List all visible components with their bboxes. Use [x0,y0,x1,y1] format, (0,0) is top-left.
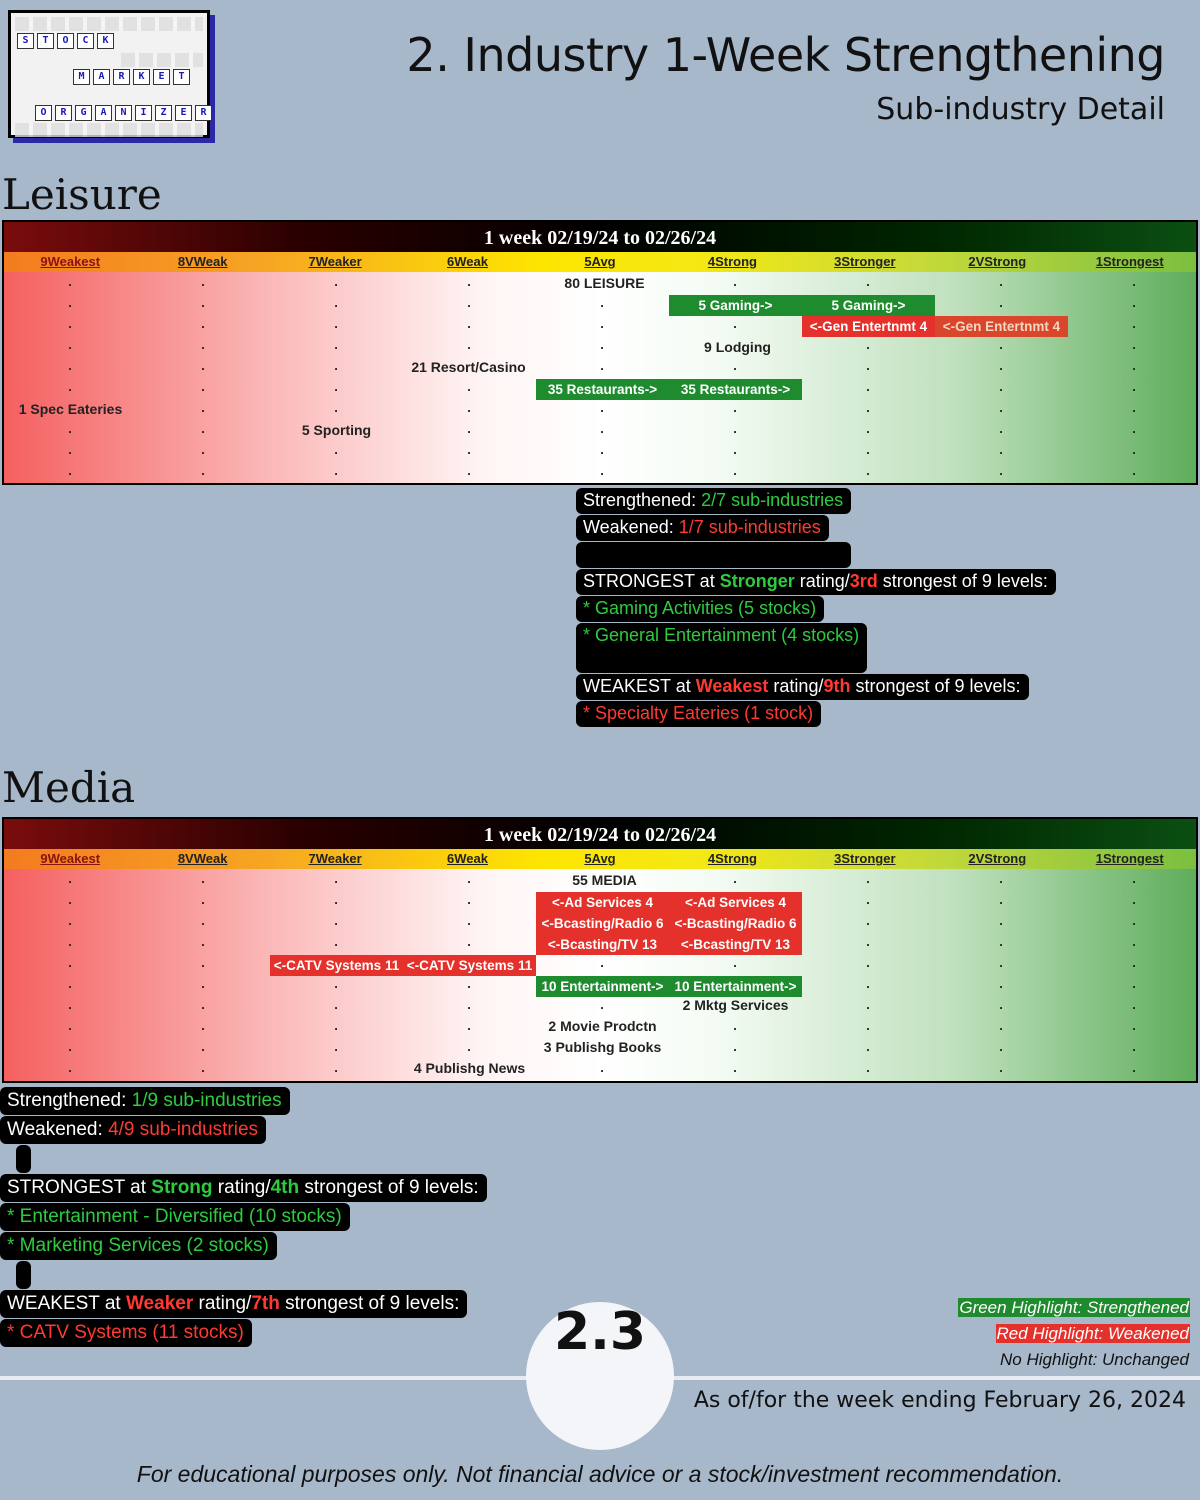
level-label: 9Weakest [40,254,101,269]
logo-letter: Z [155,105,172,121]
empty-cell-dot: . [467,463,471,478]
logo-letter: T [173,69,190,85]
summary-strongest-item: * General Entertainment (4 stocks) [576,623,867,673]
empty-cell-dot: . [1132,1018,1136,1033]
level-label: 2VStrong [968,254,1027,269]
rating-grid-media [2,817,1198,1083]
empty-cell-dot: . [733,1060,737,1075]
level-label: 7Weaker [308,254,362,269]
logo-letter: M [73,69,90,85]
empty-cell-dot: . [334,295,338,310]
empty-cell-dot: . [999,274,1003,289]
level-label: 5Avg [584,254,616,269]
empty-cell-dot: . [1132,379,1136,394]
sub-industry-weakened: <-CATV Systems 11 [403,955,536,976]
legend-weakened [996,1324,1190,1344]
empty-cell-dot: . [866,421,870,436]
level-label: 1Strongest [1095,851,1164,866]
empty-cell-dot: . [600,955,604,970]
empty-cell-dot: . [733,400,737,415]
empty-cell-dot: . [467,913,471,928]
empty-cell-dot: . [68,421,72,436]
empty-cell-dot: . [334,442,338,457]
empty-cell-dot: . [467,997,471,1012]
empty-cell-dot: . [68,892,72,907]
empty-cell-dot: . [334,1018,338,1033]
logo-word-organizer [35,105,212,121]
empty-cell-dot: . [467,274,471,289]
sub-industry-label: 1 Spec Eateries [18,401,123,417]
section-heading-media: Media [2,763,136,812]
empty-cell-dot: . [733,1018,737,1033]
empty-cell-dot: . [201,400,205,415]
level-label: 4Strong [707,254,757,269]
level-label: 8VWeak [177,254,228,269]
empty-cell-dot: . [1132,442,1136,457]
empty-cell-dot: . [68,379,72,394]
empty-cell-dot: . [68,316,72,331]
empty-cell-dot: . [733,463,737,478]
logo-letter: R [55,105,72,121]
logo-word-market [73,69,190,85]
empty-cell-dot: . [201,976,205,991]
empty-cell-dot: . [467,976,471,991]
logo-letter: O [35,105,52,121]
empty-cell-dot: . [733,1039,737,1054]
empty-cell-dot: . [1132,1039,1136,1054]
sub-industry-strengthened: 35 Restaurants-> [669,379,802,400]
logo-filler-row [121,53,203,67]
summary-spacer [16,1145,31,1173]
empty-cell-dot: . [68,955,72,970]
empty-cell-dot: . [201,1060,205,1075]
legend-strengthened [958,1298,1190,1318]
page-title: 2. Industry 1-Week Strengthening [406,28,1165,82]
empty-cell-dot: . [334,976,338,991]
summary-weakest-heading: WEAKEST at Weakest rating/9th strongest of 9 levels: [576,674,1029,700]
empty-cell-dot: . [334,1039,338,1054]
empty-cell-dot: . [467,337,471,352]
logo-letter: K [97,33,114,49]
sub-industry-strengthened: 5 Gaming-> [802,295,935,316]
summary-spacer [16,1261,31,1289]
logo-letter: T [37,33,54,49]
empty-cell-dot: . [201,421,205,436]
empty-cell-dot: . [866,997,870,1012]
summary-strongest-item: * Entertainment - Diversified (10 stocks) [0,1203,350,1231]
empty-cell-dot: . [201,295,205,310]
grid-level-header [4,252,1196,272]
summary-weakest-item: * CATV Systems (11 stocks) [0,1319,252,1347]
logo-letter: O [57,33,74,49]
empty-cell-dot: . [467,892,471,907]
empty-cell-dot: . [1132,1060,1136,1075]
industry-label: 80 LEISURE [564,275,645,291]
level-label: 6Weak [447,851,489,866]
logo-filler-row [15,17,203,31]
legend-none-text: No Highlight: Unchanged [999,1350,1189,1369]
empty-cell-dot: . [68,871,72,886]
empty-cell-dot: . [733,274,737,289]
empty-cell-dot: . [68,1060,72,1075]
empty-cell-dot: . [1132,274,1136,289]
grid-level-header [4,849,1196,869]
empty-cell-dot: . [999,934,1003,949]
empty-cell-dot: . [334,358,338,373]
summary-strongest-item: * Marketing Services (2 stocks) [0,1232,277,1260]
empty-cell-dot: . [68,274,72,289]
empty-cell-dot: . [600,400,604,415]
empty-cell-dot: . [999,421,1003,436]
empty-cell-dot: . [600,295,604,310]
empty-cell-dot: . [999,358,1003,373]
empty-cell-dot: . [866,976,870,991]
summary-strengthened: Strengthened: 1/9 sub-industries [0,1087,290,1115]
empty-cell-dot: . [600,997,604,1012]
logo-letter: R [113,69,130,85]
summary-strongest-heading: STRONGEST at Strong rating/4th strongest of 9 levels: [0,1174,487,1202]
level-label: 3Stronger [834,254,896,269]
empty-cell-dot: . [999,337,1003,352]
sub-industry-weakened: <-Bcasting/TV 13 [669,934,802,955]
summary-weakest-heading: WEAKEST at Weaker rating/7th strongest of 9 levels: [0,1290,467,1318]
rating-grid-leisure [2,220,1198,485]
grid-body [4,869,1196,1081]
empty-cell-dot: . [334,337,338,352]
level-label: 4Strong [707,851,757,866]
empty-cell-dot: . [467,442,471,457]
level-label: 8VWeak [177,851,228,866]
sub-industry-weakened: <-Ad Services 4 [669,892,802,913]
empty-cell-dot: . [733,955,737,970]
empty-cell-dot: . [866,442,870,457]
empty-cell-dot: . [201,337,205,352]
empty-cell-dot: . [467,1018,471,1033]
empty-cell-dot: . [999,1018,1003,1033]
level-label: 3Stronger [834,851,896,866]
sub-industry-label: 2 Movie Prodctn [548,1018,657,1034]
level-label: 9Weakest [40,851,101,866]
logo-letter: E [175,105,192,121]
logo-letter: A [93,69,110,85]
summary-media [0,1087,487,1348]
empty-cell-dot: . [1132,358,1136,373]
grid-body [4,272,1196,483]
legend-unchanged [999,1350,1190,1370]
empty-cell-dot: . [866,1018,870,1033]
sub-industry-strengthened: 35 Restaurants-> [536,379,669,400]
empty-cell-dot: . [334,463,338,478]
empty-cell-dot: . [866,337,870,352]
logo-letter: R [195,105,212,121]
empty-cell-dot: . [733,442,737,457]
empty-cell-dot: . [600,442,604,457]
empty-cell-dot: . [467,934,471,949]
logo-letter: K [133,69,150,85]
logo-letter: N [115,105,132,121]
sub-industry-label: 5 Sporting [301,422,372,438]
empty-cell-dot: . [866,892,870,907]
empty-cell-dot: . [334,1060,338,1075]
empty-cell-dot: . [1132,463,1136,478]
empty-cell-dot: . [201,913,205,928]
sub-industry-label: 3 Publishg Books [543,1039,662,1055]
empty-cell-dot: . [467,421,471,436]
empty-cell-dot: . [1132,913,1136,928]
logo-letter: G [75,105,92,121]
summary-weakened: Weakened: 4/9 sub-industries [0,1116,266,1144]
logo-filler-row [15,123,203,137]
empty-cell-dot: . [68,358,72,373]
empty-cell-dot: . [1132,955,1136,970]
summary-weakest-item: * Specialty Eateries (1 stock) [576,701,821,727]
empty-cell-dot: . [201,463,205,478]
empty-cell-dot: . [999,379,1003,394]
score-badge: 2.3 [526,1302,674,1450]
empty-cell-dot: . [866,379,870,394]
empty-cell-dot: . [1132,976,1136,991]
level-label: 6Weak [447,254,489,269]
empty-cell-dot: . [201,871,205,886]
empty-cell-dot: . [866,934,870,949]
empty-cell-dot: . [201,442,205,457]
empty-cell-dot: . [999,976,1003,991]
empty-cell-dot: . [334,400,338,415]
level-label: 2VStrong [968,851,1027,866]
grid-period-header: 1 week 02/19/24 to 02/26/24 [4,222,1196,252]
sub-industry-label: 4 Publishg News [413,1060,526,1076]
empty-cell-dot: . [999,955,1003,970]
sub-industry-weakened: <-Ad Services 4 [536,892,669,913]
empty-cell-dot: . [467,1039,471,1054]
summary-spacer [576,542,851,568]
section-heading-leisure: Leisure [2,170,162,219]
empty-cell-dot: . [999,892,1003,907]
empty-cell-dot: . [201,997,205,1012]
empty-cell-dot: . [866,400,870,415]
empty-cell-dot: . [866,871,870,886]
empty-cell-dot: . [334,913,338,928]
empty-cell-dot: . [1132,871,1136,886]
sub-industry-strengthened: 5 Gaming-> [669,295,802,316]
empty-cell-dot: . [334,871,338,886]
empty-cell-dot: . [999,997,1003,1012]
logo-word-stock [17,33,114,49]
empty-cell-dot: . [866,1060,870,1075]
empty-cell-dot: . [866,1039,870,1054]
empty-cell-dot: . [1132,997,1136,1012]
empty-cell-dot: . [600,316,604,331]
sub-industry-weakened: <-CATV Systems 11 [270,955,403,976]
empty-cell-dot: . [68,997,72,1012]
empty-cell-dot: . [999,463,1003,478]
empty-cell-dot: . [68,913,72,928]
sub-industry-label: 21 Resort/Casino [411,359,526,375]
empty-cell-dot: . [999,400,1003,415]
empty-cell-dot: . [999,1039,1003,1054]
empty-cell-dot: . [1132,316,1136,331]
empty-cell-dot: . [600,358,604,373]
sub-industry-strengthened: 10 Entertainment-> [669,976,802,997]
empty-cell-dot: . [201,892,205,907]
empty-cell-dot: . [999,871,1003,886]
empty-cell-dot: . [201,316,205,331]
empty-cell-dot: . [1132,337,1136,352]
logo-letter: I [135,105,152,121]
empty-cell-dot: . [733,871,737,886]
empty-cell-dot: . [467,379,471,394]
page-subtitle: Sub-industry Detail [876,92,1165,127]
sub-industry-label: 9 Lodging [704,339,771,355]
empty-cell-dot: . [334,892,338,907]
empty-cell-dot: . [68,976,72,991]
empty-cell-dot: . [866,463,870,478]
empty-cell-dot: . [733,316,737,331]
stock-market-organizer-logo [8,10,210,138]
empty-cell-dot: . [600,421,604,436]
empty-cell-dot: . [68,1018,72,1033]
sub-industry-label: 2 Mktg Services [682,997,789,1013]
empty-cell-dot: . [733,358,737,373]
empty-cell-dot: . [201,358,205,373]
sub-industry-weakened: <-Bcasting/Radio 6 [536,913,669,934]
sub-industry-weakened: <-Gen Entertnmt 4 [802,316,935,337]
empty-cell-dot: . [600,463,604,478]
empty-cell-dot: . [1132,892,1136,907]
empty-cell-dot: . [866,913,870,928]
empty-cell-dot: . [334,997,338,1012]
summary-strengthened: Strengthened: 2/7 sub-industries [576,488,851,514]
empty-cell-dot: . [68,934,72,949]
empty-cell-dot: . [600,337,604,352]
empty-cell-dot: . [866,358,870,373]
empty-cell-dot: . [1132,421,1136,436]
empty-cell-dot: . [334,316,338,331]
empty-cell-dot: . [68,442,72,457]
empty-cell-dot: . [201,1018,205,1033]
summary-leisure [576,488,1056,728]
empty-cell-dot: . [467,871,471,886]
level-label: 1Strongest [1095,254,1164,269]
empty-cell-dot: . [68,1039,72,1054]
grid-period-header: 1 week 02/19/24 to 02/26/24 [4,819,1196,849]
empty-cell-dot: . [467,316,471,331]
disclaimer: For educational purposes only. Not financial advice or a stock/investment recommendation. [136,1461,1064,1487]
empty-cell-dot: . [866,955,870,970]
empty-cell-dot: . [999,1060,1003,1075]
level-label: 7Weaker [308,851,362,866]
sub-industry-weakened: <-Bcasting/Radio 6 [669,913,802,934]
empty-cell-dot: . [866,274,870,289]
legend-red-text: Red Highlight: Weakened [996,1324,1189,1343]
empty-cell-dot: . [1132,934,1136,949]
as-of-date: As of/for the week ending February 26, 2024 [693,1388,1186,1413]
sub-industry-weakened: <-Gen Entertnmt 4 [935,316,1068,337]
empty-cell-dot: . [334,379,338,394]
summary-weakened: Weakened: 1/7 sub-industries [576,515,829,541]
empty-cell-dot: . [68,463,72,478]
sub-industry-weakened: <-Bcasting/TV 13 [536,934,669,955]
sub-industry-strengthened: 10 Entertainment-> [536,976,669,997]
empty-cell-dot: . [467,295,471,310]
summary-strongest-heading: STRONGEST at Stronger rating/3rd strongest of 9 levels: [576,569,1056,595]
empty-cell-dot: . [201,1039,205,1054]
empty-cell-dot: . [68,295,72,310]
legend-green-text: Green Highlight: Strengthened [959,1298,1189,1317]
logo-letter: A [95,105,112,121]
empty-cell-dot: . [999,295,1003,310]
empty-cell-dot: . [733,421,737,436]
industry-label: 55 MEDIA [572,872,637,888]
summary-strongest-item: * Gaming Activities (5 stocks) [576,596,824,622]
empty-cell-dot: . [201,379,205,394]
empty-cell-dot: . [467,400,471,415]
empty-cell-dot: . [999,442,1003,457]
logo-letter: S [17,33,34,49]
empty-cell-dot: . [999,913,1003,928]
empty-cell-dot: . [201,274,205,289]
empty-cell-dot: . [1132,295,1136,310]
level-label: 5Avg [584,851,616,866]
empty-cell-dot: . [334,934,338,949]
logo-letter: C [77,33,94,49]
empty-cell-dot: . [600,1060,604,1075]
empty-cell-dot: . [201,955,205,970]
logo-letter: E [153,69,170,85]
empty-cell-dot: . [201,934,205,949]
empty-cell-dot: . [1132,400,1136,415]
empty-cell-dot: . [68,337,72,352]
empty-cell-dot: . [334,274,338,289]
